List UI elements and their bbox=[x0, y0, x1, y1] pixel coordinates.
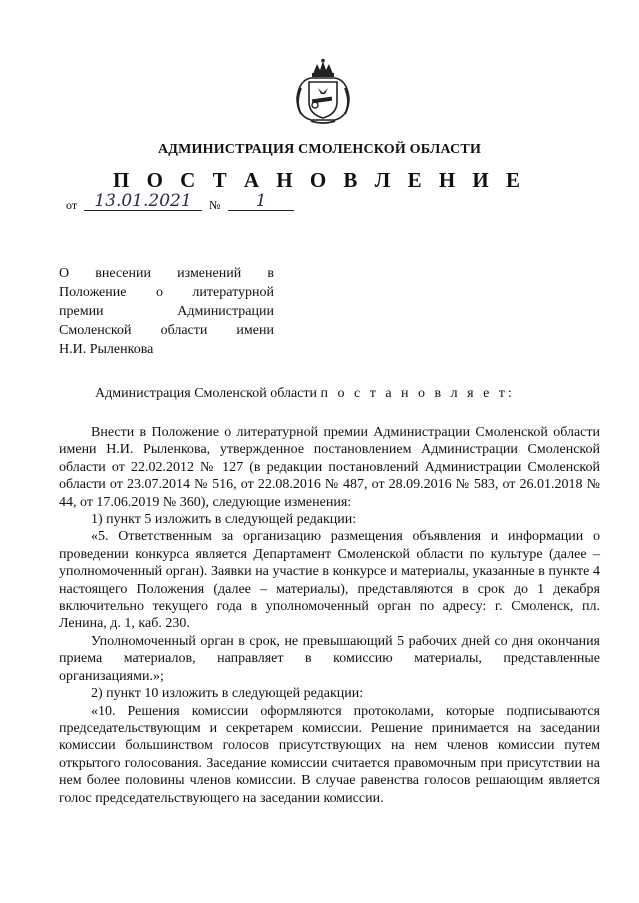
subject-word: литературной bbox=[192, 285, 274, 300]
date-prefix: от bbox=[66, 198, 78, 212]
subject-word: области bbox=[160, 323, 208, 338]
subject-word: О bbox=[59, 266, 70, 281]
subject-word: о bbox=[155, 285, 163, 300]
subject-line bbox=[59, 302, 274, 321]
subject-word: имени bbox=[236, 323, 274, 338]
body-paragraph: Внести в Положение о литературной премии Администрации Смоленской области имени Н.И. Рыленкова, утвержденное постановлением Администрации Смоленской области от 22.02.2012 № 127 (в редакции постановлений Администрации Смоленской области от 23.07.2014 № 516, от 22.08.2016 № 487, от 28.09.2016 № 583, от 26.01.2018 № 44, от 17.06.2019 № 360), следующие изменения: bbox=[59, 425, 600, 510]
date-number-line bbox=[66, 192, 306, 214]
handwritten-number: 1 bbox=[228, 192, 294, 211]
subject-word: Смоленской bbox=[59, 323, 132, 338]
subject-line bbox=[59, 283, 274, 302]
document-type-title: П О С Т А Н О В Л Е Н И Е bbox=[112, 168, 526, 192]
subject-line bbox=[59, 264, 274, 283]
preamble bbox=[95, 386, 515, 402]
preamble-text: Администрация Смоленской области bbox=[95, 386, 318, 401]
body-paragraph: «5. Ответственным за организацию размещения объявления и информации о проведении конкурса является Департамент Смоленской области по культуре (далее – уполномоченный орган). Заявки на участие в конкурсе и материалы, указанные в пункте 4 настоящего Положения (далее – материалы), представляются в срок до 1 декабря включительно текущего года в уполномоченный орган по адресу: г. Смоленск, пл. Ленина, д. 1, каб. 230. bbox=[59, 529, 600, 632]
handwritten-date: 13.01.2021 bbox=[84, 192, 202, 211]
subject-line bbox=[59, 321, 274, 340]
organization-title: АДМИНИСТРАЦИЯ СМОЛЕНСКОЙ ОБЛАСТИ bbox=[157, 142, 482, 157]
subject-word: изменений bbox=[177, 266, 242, 281]
preamble-verb: п о с т а н о в л я е т: bbox=[320, 386, 515, 401]
coat-of-arms-emblem bbox=[291, 58, 355, 126]
body-paragraph: 1) пункт 5 изложить в следующей редакции: bbox=[91, 512, 357, 528]
subject-word: в bbox=[267, 266, 274, 281]
document-body bbox=[59, 424, 600, 807]
subject-block bbox=[59, 264, 274, 359]
body-paragraph: «10. Решения комиссии оформляются протоколами, которые подписываются председательствующим и секретарем комиссии. Решение принимается на заседании комиссии большинством голосов присутствующих на нем членов комиссии путем открытого голосования. Заседание комиссии считается правомочным при присутствии на нем более половины членов комиссии. В случае равенства голосов решающим является голос председательствующего на заседании комиссии. bbox=[59, 703, 600, 806]
subject-word: Положение bbox=[59, 285, 127, 300]
body-paragraph: 2) пункт 10 изложить в следующей редакции: bbox=[91, 686, 364, 702]
body-paragraph: Уполномоченный орган в срок, не превышающий 5 рабочих дней со дня окончания приема материалов, направляет в комиссию материалы, представленные организациями.»; bbox=[59, 633, 600, 684]
subject-word: внесении bbox=[95, 266, 151, 281]
subject-word: Администрации bbox=[177, 304, 274, 319]
number-prefix: № bbox=[209, 198, 221, 212]
subject-line: Н.И. Рыленкова bbox=[59, 342, 154, 357]
subject-word: премии bbox=[59, 304, 104, 319]
